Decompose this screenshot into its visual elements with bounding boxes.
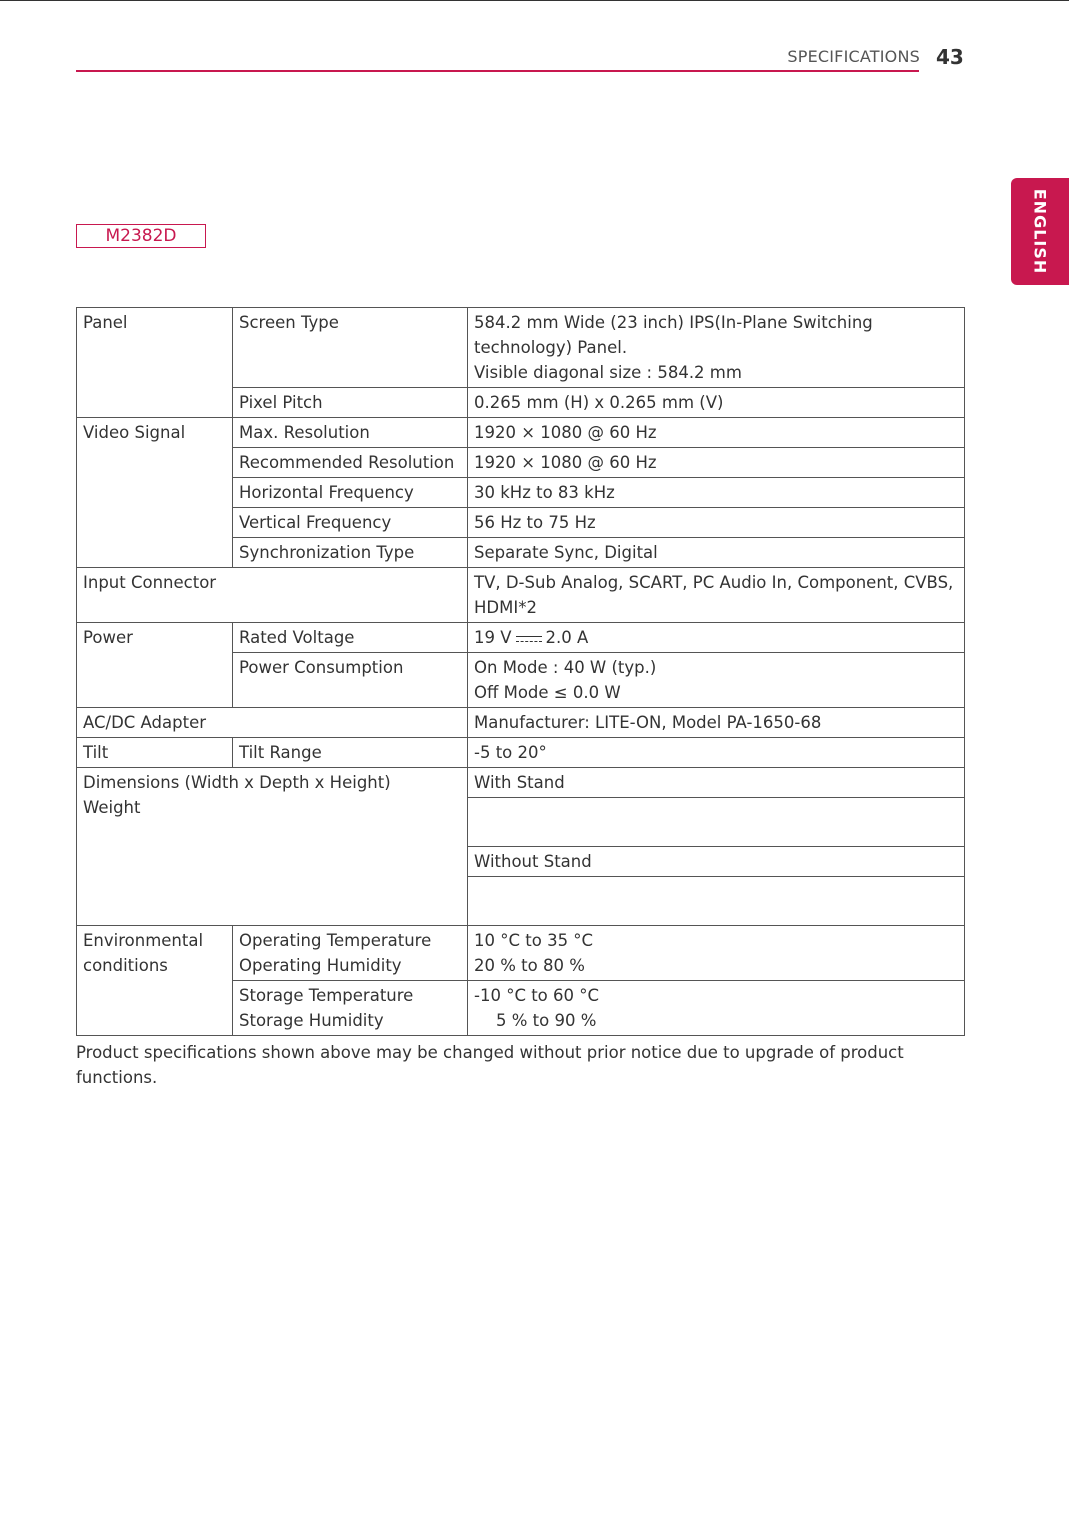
max-resolution-label: Max. Resolution [233, 418, 468, 448]
tilt-range-label: Tilt Range [233, 738, 468, 768]
table-row [77, 418, 965, 448]
dimensions-label [77, 768, 468, 926]
panel-label: Panel [77, 308, 233, 418]
screen-type-label: Screen Type [233, 308, 468, 388]
rated-voltage-amps: 2.0 A [545, 628, 589, 647]
recommended-resolution-label: Recommended Resolution [233, 448, 468, 478]
vertical-frequency-value: 56 Hz to 75 Hz [468, 508, 965, 538]
rated-voltage-label: Rated Voltage [233, 623, 468, 653]
screen-type-line1: 584.2 mm Wide (23 inch) IPS(In-Plane Switching technology) Panel. [474, 313, 873, 357]
header-divider [76, 70, 919, 72]
input-connector-label: Input Connector [77, 568, 468, 623]
table-row [77, 308, 965, 388]
table-row [77, 768, 965, 798]
operating-temperature-value: 10 °C to 35 °C [474, 931, 594, 950]
power-label: Power [77, 623, 233, 708]
adapter-label: AC/DC Adapter [77, 708, 468, 738]
dc-symbol-icon [516, 633, 542, 645]
page-number: 43 [936, 45, 964, 69]
on-mode-value: On Mode : 40 W (typ.) [474, 658, 657, 677]
language-tab-label: ENGLISH [1030, 188, 1050, 275]
without-stand-label: Without Stand [468, 847, 965, 877]
video-signal-label: Video Signal [77, 418, 233, 568]
table-row [77, 708, 965, 738]
operating-humidity-label: Operating Humidity [239, 956, 402, 975]
max-resolution-value: 1920 × 1080 @ 60 Hz [468, 418, 965, 448]
table-row [77, 926, 965, 981]
storage-conditions-label [233, 981, 468, 1036]
operating-conditions-label [233, 926, 468, 981]
screen-type-value [468, 308, 965, 388]
rated-voltage-volts: 19 V [474, 628, 512, 647]
off-mode-value: Off Mode ≤ 0.0 W [474, 683, 621, 702]
weight-label: Weight [83, 798, 141, 817]
table-row [77, 568, 965, 623]
table-row [77, 623, 965, 653]
tilt-range-value: -5 to 20° [468, 738, 965, 768]
operating-humidity-value: 20 % to 80 % [474, 956, 585, 975]
model-label: M2382D [76, 224, 206, 248]
with-stand-label: With Stand [468, 768, 965, 798]
footnote: Product specifications shown above may be changed without prior notice due to upgrade of product functions. [76, 1043, 904, 1087]
language-tab[interactable] [1011, 178, 1069, 285]
recommended-resolution-value: 1920 × 1080 @ 60 Hz [468, 448, 965, 478]
screen-type-line2: Visible diagonal size : 584.2 mm [474, 363, 742, 382]
adapter-value: Manufacturer: LITE-ON, Model PA-1650-68 [468, 708, 965, 738]
with-stand-value [468, 798, 965, 847]
operating-temperature-label: Operating Temperature [239, 931, 432, 950]
storage-conditions-value [468, 981, 965, 1036]
environment-label: Environmental conditions [77, 926, 233, 1036]
sync-type-label: Synchronization Type [233, 538, 468, 568]
spec-table [76, 307, 965, 1036]
operating-conditions-value [468, 926, 965, 981]
horizontal-frequency-label: Horizontal Frequency [233, 478, 468, 508]
power-consumption-value [468, 653, 965, 708]
without-stand-value [468, 877, 965, 926]
input-connector-value: TV, D-Sub Analog, SCART, PC Audio In, Component, CVBS, HDMI*2 [468, 568, 965, 623]
storage-temperature-value: -10 °C to 60 °C [474, 986, 600, 1005]
rated-voltage-value [468, 623, 965, 653]
dimensions-label-line1: Dimensions (Width x Depth x Height) [83, 773, 391, 792]
pixel-pitch-label: Pixel Pitch [233, 388, 468, 418]
tilt-label: Tilt [77, 738, 233, 768]
horizontal-frequency-value: 30 kHz to 83 kHz [468, 478, 965, 508]
top-rule [0, 0, 1069, 1]
storage-humidity-label: Storage Humidity [239, 1011, 384, 1030]
sync-type-value: Separate Sync, Digital [468, 538, 965, 568]
storage-humidity-value: 5 % to 90 % [496, 1011, 597, 1030]
pixel-pitch-value: 0.265 mm (H) x 0.265 mm (V) [468, 388, 965, 418]
section-title: SPECIFICATIONS [787, 47, 920, 66]
power-consumption-label: Power Consumption [233, 653, 468, 708]
table-row [77, 738, 965, 768]
vertical-frequency-label: Vertical Frequency [233, 508, 468, 538]
storage-temperature-label: Storage Temperature [239, 986, 414, 1005]
